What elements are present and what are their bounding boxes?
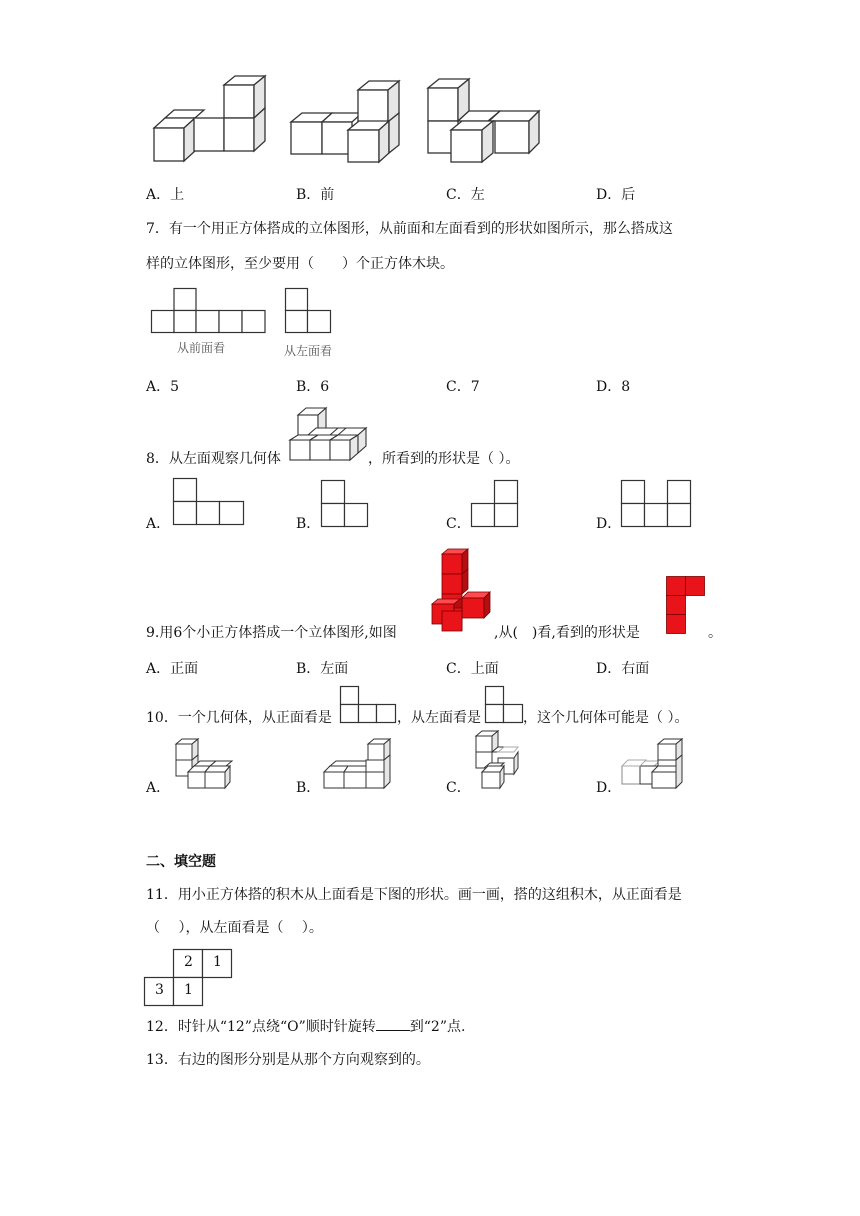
q8-option-b[interactable]: B． bbox=[296, 516, 321, 532]
q6-option-c[interactable]: C．左 bbox=[446, 187, 485, 203]
q11-question-line2: （ ），从左面看是（ ）。 bbox=[146, 920, 323, 936]
q8-option-d-figure[interactable] bbox=[621, 480, 693, 528]
q10-question-part1: 10．一个几何体，从正面看是 bbox=[146, 710, 332, 726]
q11-grid-cell-1: 2 bbox=[184, 954, 193, 970]
q11-grid-cell-3: 3 bbox=[155, 982, 164, 998]
q12-answer-blank[interactable] bbox=[376, 1016, 410, 1031]
q9-red-view-figure bbox=[666, 576, 706, 634]
q10-option-d[interactable]: D． bbox=[596, 780, 622, 796]
q9-question-end: 。 bbox=[708, 625, 722, 641]
q10-option-c[interactable]: C． bbox=[446, 780, 471, 796]
q7-question-line1: 7．有一个用正方体搭成的立体图形，从前面和左面看到的形状如图所示，那么搭成这 bbox=[146, 221, 673, 237]
q8-question-before: 8．从左面观察几何体 bbox=[146, 451, 281, 467]
q10-question-part2: ，从左面看是 bbox=[397, 710, 481, 726]
q10-left-view-figure bbox=[485, 686, 525, 724]
q10-option-d-figure[interactable] bbox=[620, 738, 686, 790]
q8-option-c-figure[interactable] bbox=[471, 480, 519, 528]
q7-left-caption: 从左面看 bbox=[284, 344, 333, 358]
q8-option-c[interactable]: C． bbox=[446, 516, 471, 532]
q8-question-after: ，所看到的形状是（ ）。 bbox=[368, 451, 520, 467]
q12-question-before: 12．时针从“12”点绕“O”顺时针旋转 bbox=[146, 1019, 376, 1035]
q8-option-b-figure[interactable] bbox=[321, 480, 369, 528]
q6-option-b[interactable]: B．前 bbox=[296, 187, 335, 203]
q10-option-b-figure[interactable] bbox=[322, 738, 392, 790]
q8-option-d[interactable]: D． bbox=[596, 516, 622, 532]
q10-option-a[interactable]: A． bbox=[146, 780, 171, 796]
q9-option-c[interactable]: C．上面 bbox=[446, 661, 499, 677]
q9-question-before: 9.用6个小正方体搭成一个立体图形,如图 bbox=[146, 625, 397, 641]
q12-question-after: 到“2”点. bbox=[409, 1019, 466, 1035]
q9-option-a[interactable]: A．正面 bbox=[146, 661, 199, 677]
q7-front-caption: 从前面看 bbox=[177, 341, 226, 355]
q7-option-d[interactable]: D．8 bbox=[596, 379, 631, 395]
q10-option-c-figure[interactable] bbox=[474, 730, 522, 790]
section-title-fill-in: 二、填空题 bbox=[146, 854, 216, 870]
q12-question bbox=[146, 1016, 465, 1037]
q6-option-a[interactable]: A．上 bbox=[146, 187, 185, 203]
q10-question-part3: ，这个几何体可能是（ ）。 bbox=[523, 710, 689, 726]
q7-option-b[interactable]: B．6 bbox=[296, 379, 330, 395]
q7-option-a[interactable]: A．5 bbox=[146, 379, 180, 395]
q10-front-view-figure bbox=[340, 686, 398, 724]
q7-question-line2: 样的立体图形，至少要用（ ）个正方体木块。 bbox=[146, 256, 454, 272]
q11-top-view-grid bbox=[144, 949, 234, 1007]
q6-option-d[interactable]: D．后 bbox=[596, 187, 636, 203]
q11-grid-cell-2: 1 bbox=[213, 954, 222, 970]
q9-option-b[interactable]: B．左面 bbox=[296, 661, 349, 677]
q11-grid-cell-4: 1 bbox=[184, 982, 193, 998]
q10-option-b[interactable]: B． bbox=[296, 780, 321, 796]
q11-question-line1: 11．用小正方体搭的积木从上面看是下图的形状。画一画，搭的这组积木，从正面看是 bbox=[146, 887, 682, 903]
q6-figure-a bbox=[0, 0, 860, 170]
q8-option-a-figure[interactable] bbox=[173, 478, 245, 526]
q10-option-a-figure[interactable] bbox=[174, 738, 234, 790]
q8-solid-figure bbox=[288, 406, 368, 462]
q9-red-solid-figure bbox=[428, 548, 493, 632]
q7-option-c[interactable]: C．7 bbox=[446, 379, 480, 395]
q9-option-d[interactable]: D．右面 bbox=[596, 661, 650, 677]
q13-question: 13．右边的图形分别是从那个方向观察到的。 bbox=[146, 1052, 430, 1068]
q9-question-middle: ,从( )看,看到的形状是 bbox=[494, 625, 640, 641]
q7-front-view-figure bbox=[151, 288, 266, 334]
q7-left-view-figure bbox=[285, 288, 333, 334]
q8-option-a[interactable]: A． bbox=[146, 516, 171, 532]
